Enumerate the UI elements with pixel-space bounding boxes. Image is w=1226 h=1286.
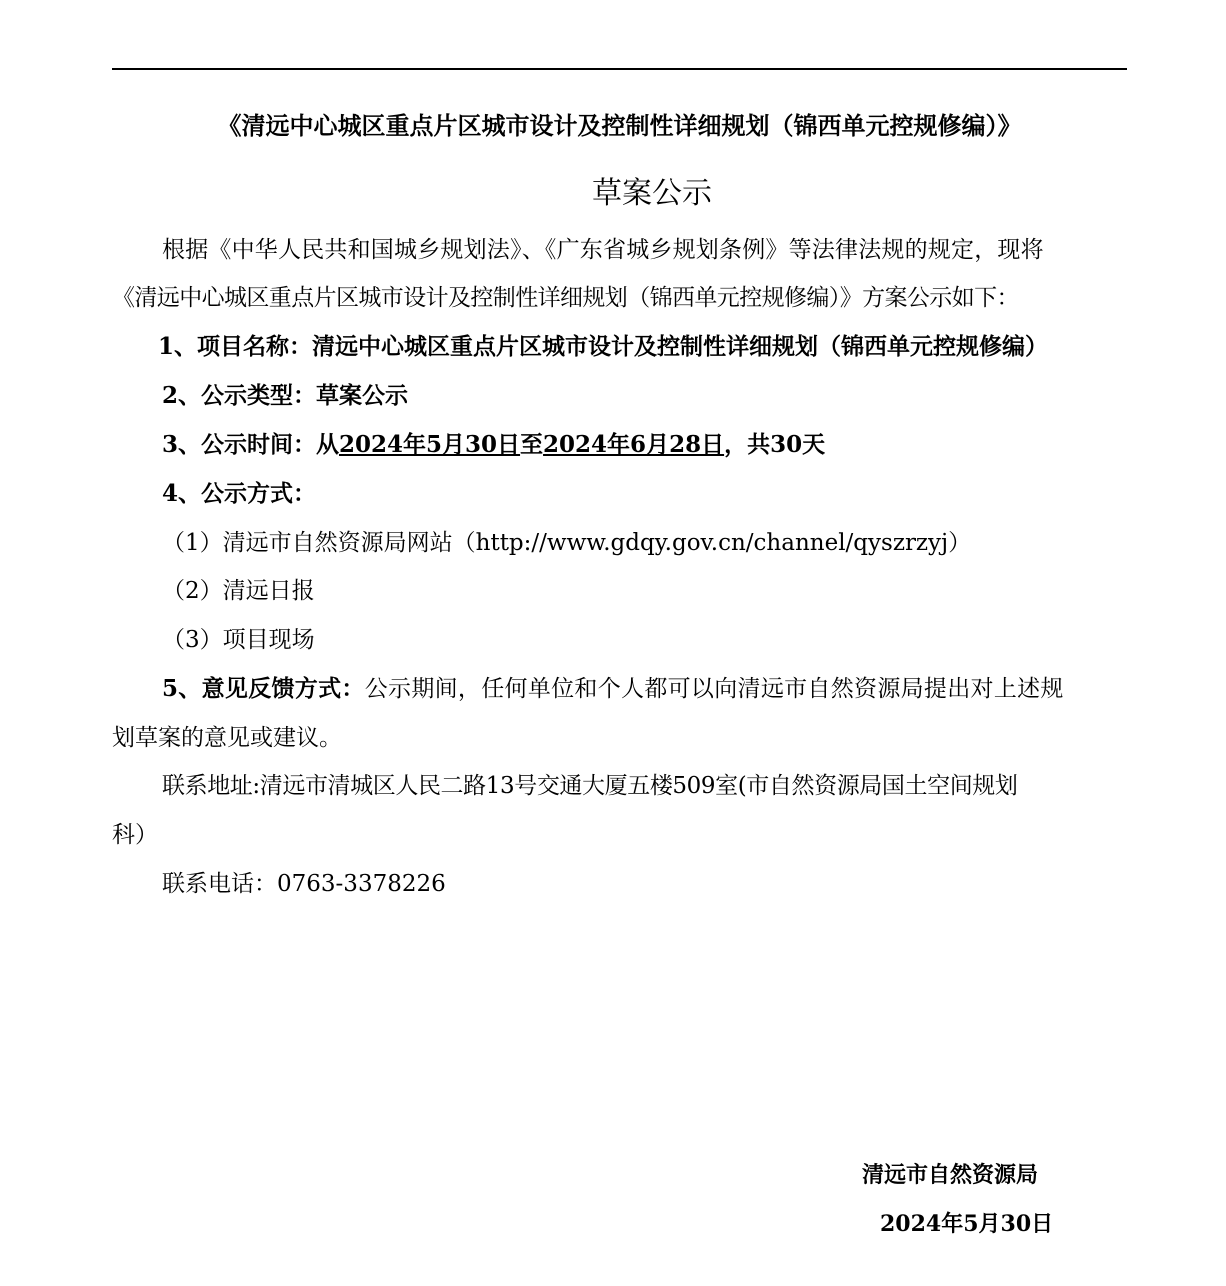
intro-line-2: 《清远中心城区重点片区城市设计及控制性详细规划（锦西单元控规修编）》方案公示如下： — [112, 285, 1019, 311]
signature-date: 2024年5月30日 — [880, 1211, 1054, 1237]
item-feedback-label: 5、意见反馈方式： — [162, 675, 365, 702]
document-subtitle: 草案公示 — [592, 176, 712, 211]
item-publicity-methods-label: 4、公示方式： — [162, 480, 317, 507]
item-project-name-label: 1、项目名称： — [158, 333, 313, 360]
start-date: 2024年5月30日 — [339, 431, 521, 458]
header-rule — [112, 68, 1127, 70]
signature-org: 清远市自然资源局 — [862, 1162, 1039, 1188]
item-feedback — [162, 673, 1064, 705]
item-feedback-text-2: 划草案的意见或建议。 — [112, 725, 342, 751]
contact-address-1: 联系地址:清远市清城区人民二路13号交通大厦五楼509室(市自然资源局国土空间规划 — [162, 773, 1018, 799]
document-title: 《清远中心城区重点片区城市设计及控制性详细规划（锦西单元控规修编）》 — [217, 111, 1022, 140]
item-feedback-text-1: 公示期间，任何单位和个人都可以向清远市自然资源局提出对上述规 — [364, 676, 1064, 702]
method-newspaper: （2）清远日报 — [162, 578, 315, 604]
method-site: （3）项目现场 — [162, 627, 315, 653]
contact-phone: 联系电话：0763-3378226 — [162, 871, 446, 897]
item-publicity-type-value: 草案公示 — [316, 382, 409, 409]
item-publicity-time-duration: ，共30天 — [724, 431, 826, 458]
end-date: 2024年6月28日 — [543, 431, 725, 458]
item-publicity-time — [162, 429, 825, 461]
item-project-name-value: 清远中心城区重点片区城市设计及控制性详细规划（锦西单元控规修编） — [312, 333, 1049, 360]
item-publicity-time-label: 3、公示时间： — [162, 431, 317, 458]
item-publicity-time-from: 从 — [316, 431, 340, 458]
item-project-name — [158, 331, 1048, 363]
item-publicity-type-label: 2、公示类型： — [162, 382, 317, 409]
method-website: （1）清远市自然资源局网站（http://www.gdqy.gov.cn/channel/qyszrzyj） — [162, 530, 972, 556]
item-publicity-time-to: 至 — [520, 431, 544, 458]
item-publicity-type — [162, 380, 408, 412]
contact-address-2: 科） — [112, 822, 158, 848]
intro-line-1: 根据《中华人民共和国城乡规划法》、《广东省城乡规划条例》等法律法规的规定，现将 — [162, 237, 1044, 263]
